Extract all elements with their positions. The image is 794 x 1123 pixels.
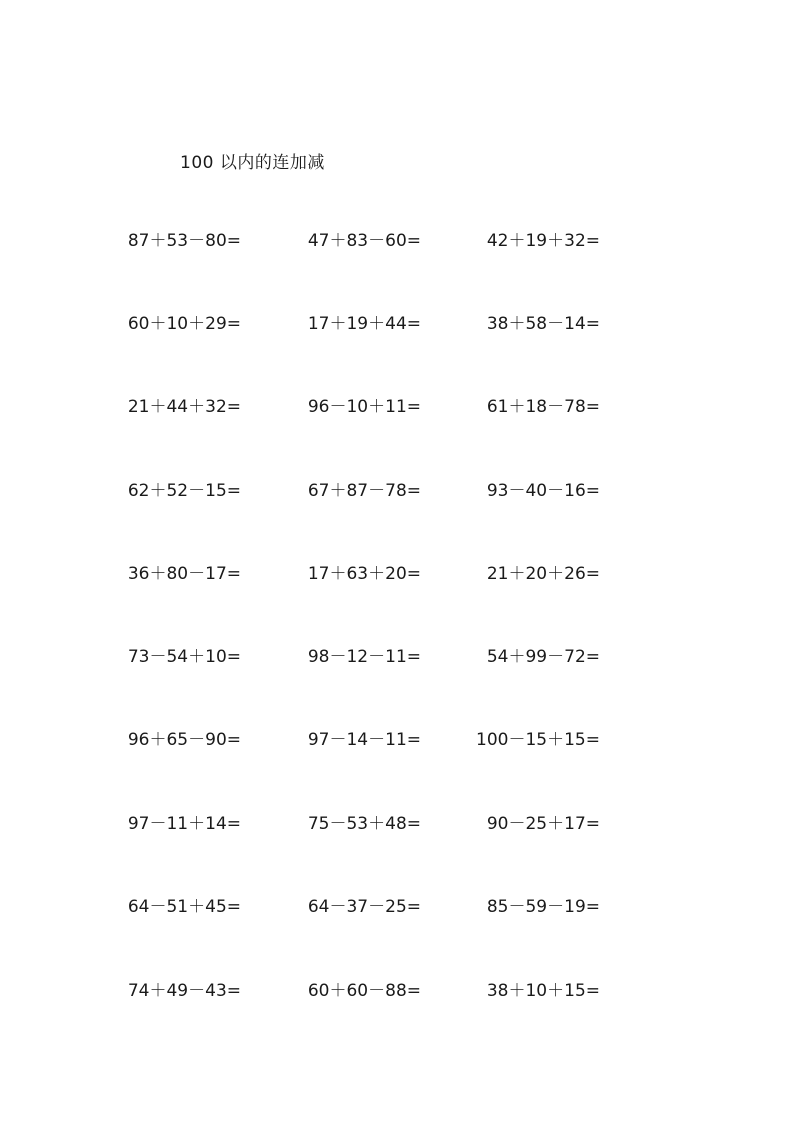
problem-item: 17＋19＋44= (307, 314, 421, 334)
problem-item: 64－37－25= (307, 897, 421, 917)
problem-item: 42＋19＋32= (486, 231, 600, 251)
problem-item: 100－15＋15= (476, 730, 600, 750)
problem-item: 73－54＋10= (127, 647, 241, 667)
problem-item: 85－59－19= (486, 897, 600, 917)
problem-item: 61＋18－78= (486, 397, 600, 417)
problem-item: 36＋80－17= (127, 564, 241, 584)
problem-item: 90－25＋17= (486, 814, 600, 834)
problem-item: 97－11＋14= (127, 814, 241, 834)
problem-item: 60＋60－88= (307, 981, 421, 1001)
page-title: 100 以内的连加减 (180, 153, 325, 173)
problem-item: 74＋49－43= (127, 981, 241, 1001)
problem-item: 38＋58－14= (486, 314, 600, 334)
problem-item: 87＋53－80= (127, 231, 241, 251)
problem-item: 62＋52－15= (127, 481, 241, 501)
problem-item: 67＋87－78= (307, 481, 421, 501)
problem-item: 96－10＋11= (307, 397, 421, 417)
problem-item: 54＋99－72= (486, 647, 600, 667)
problem-item: 17＋63＋20= (307, 564, 421, 584)
problem-item: 75－53＋48= (307, 814, 421, 834)
problem-item: 64－51＋45= (127, 897, 241, 917)
problem-item: 47＋83－60= (307, 231, 421, 251)
problem-item: 98－12－11= (307, 647, 421, 667)
problem-item: 96＋65－90= (127, 730, 241, 750)
problem-item: 38＋10＋15= (486, 981, 600, 1001)
problem-item: 93－40－16= (486, 481, 600, 501)
problem-item: 97－14－11= (307, 730, 421, 750)
problem-item: 21＋20＋26= (486, 564, 600, 584)
problem-item: 21＋44＋32= (127, 397, 241, 417)
problem-item: 60＋10＋29= (127, 314, 241, 334)
